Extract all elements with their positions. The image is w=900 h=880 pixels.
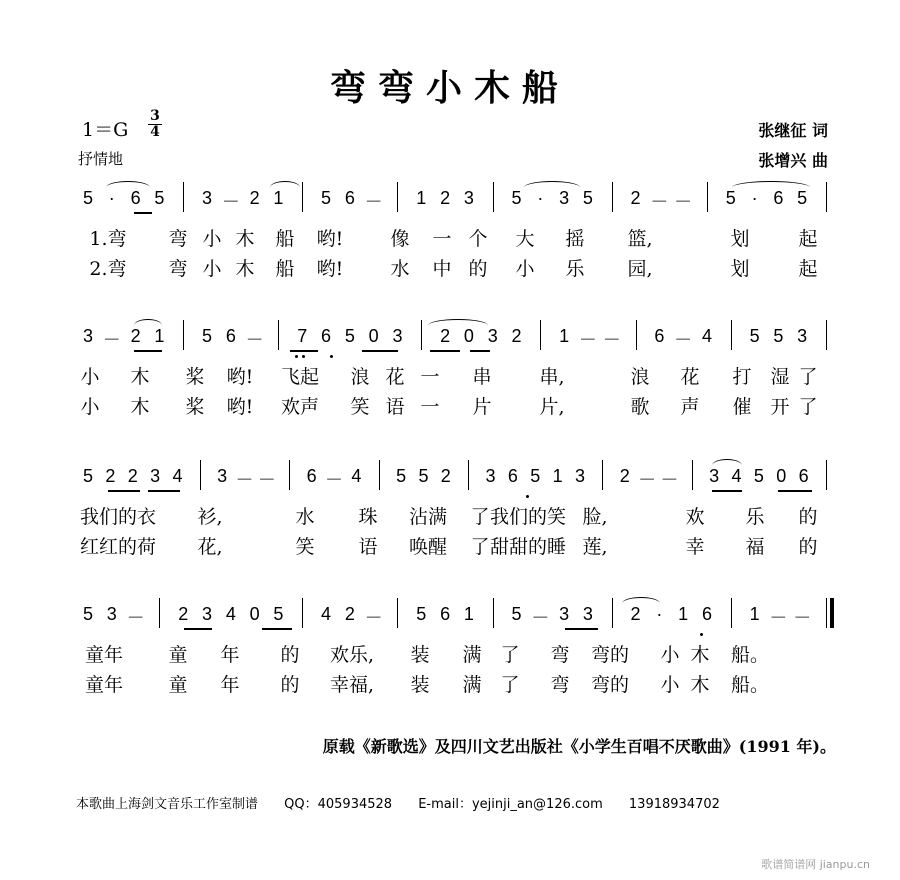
lyric-word: 语 xyxy=(385,396,405,418)
lyric-word: 哟! xyxy=(316,258,344,280)
lyric-word: 中 xyxy=(432,258,452,280)
staff-system xyxy=(0,318,900,422)
beam-underline xyxy=(108,490,140,492)
lyric-word: 了 xyxy=(470,506,490,528)
lyric-word: 莲, xyxy=(582,536,608,558)
note: 2 xyxy=(344,604,355,624)
lyric-word: 船。 xyxy=(730,674,770,696)
note: 2 xyxy=(440,326,451,346)
note: 5 xyxy=(418,466,429,486)
lyric-word: 了 xyxy=(798,396,818,418)
slur xyxy=(712,459,742,472)
note: 2 xyxy=(440,466,451,486)
note: － xyxy=(364,608,383,628)
lyric-word: 满 xyxy=(462,644,482,666)
note: · xyxy=(537,188,544,208)
note: 3 xyxy=(217,466,228,486)
lyric-word: 幸福, xyxy=(329,674,375,696)
lyric-word: 欢乐, xyxy=(329,644,375,666)
lyric-row-verse2 xyxy=(0,532,900,562)
lyric-word: 开 xyxy=(770,396,790,418)
note: 6 xyxy=(130,188,141,208)
barline xyxy=(602,460,603,490)
lyric-word: 唤醒 xyxy=(408,536,448,558)
barline xyxy=(707,182,708,212)
beam-underline xyxy=(430,350,460,352)
lyric-word: 笑 xyxy=(350,396,370,418)
lyric-word: 小 xyxy=(660,644,680,666)
notation-row xyxy=(0,458,900,498)
lyric-word: 装 xyxy=(410,644,430,666)
note: － xyxy=(650,192,669,212)
note: － xyxy=(674,330,693,350)
slur xyxy=(524,181,580,194)
note: 3 xyxy=(797,326,808,346)
beam-underline xyxy=(712,490,742,492)
lyric-row-verse1 xyxy=(0,640,900,670)
lyric-word: 了 xyxy=(500,674,520,696)
note: 2 xyxy=(127,466,138,486)
note: 5 xyxy=(82,604,94,624)
note: 2 xyxy=(511,326,522,346)
barline xyxy=(183,320,184,350)
lyric-word: 福 xyxy=(745,536,765,558)
lyric-word: 一 xyxy=(420,366,440,388)
barline xyxy=(612,182,613,212)
octave-dot xyxy=(526,495,529,498)
lyric-word: 弯 xyxy=(168,228,188,250)
barline xyxy=(397,598,398,628)
note: 6 xyxy=(654,326,665,346)
lyric-word: 弯 xyxy=(168,258,188,280)
lyric-word: 1.弯 xyxy=(89,228,127,250)
note: － xyxy=(638,470,657,490)
note: 5 xyxy=(753,466,764,486)
note: 3 xyxy=(202,604,213,624)
notation-row xyxy=(0,596,900,636)
slur xyxy=(622,597,660,610)
lyric-word: 小 xyxy=(80,396,100,418)
note: 5 xyxy=(511,604,522,624)
lyric-word: 童年 xyxy=(84,644,124,666)
note: － xyxy=(660,470,679,490)
beam-underline xyxy=(184,628,212,630)
lyric-word: 划 xyxy=(730,228,750,250)
note: 2 xyxy=(630,604,641,624)
lyric-word: 木 xyxy=(690,644,710,666)
lyric-word: 水 xyxy=(390,258,410,280)
barline xyxy=(289,460,290,490)
lyric-word: 个 xyxy=(468,228,488,250)
lyric-word: 了 xyxy=(798,366,818,388)
beam-underline xyxy=(470,350,490,352)
watermark: 歌谱简谱网 jianpu.cn xyxy=(761,858,870,871)
barline xyxy=(826,460,827,490)
note: 3 xyxy=(485,466,496,486)
beam-underline xyxy=(290,350,318,352)
footer xyxy=(76,793,742,812)
note: 4 xyxy=(172,466,183,486)
lyric-word: 小 xyxy=(202,258,222,280)
note: 2 xyxy=(178,604,189,624)
lyric-word: 的 xyxy=(280,674,300,696)
note: 5 xyxy=(321,188,332,208)
note: － xyxy=(364,192,383,212)
note: 5 xyxy=(154,188,165,208)
note: － xyxy=(531,608,550,628)
footer-email: E-mail：yejinji_an@126.com xyxy=(418,797,603,812)
beam-underline xyxy=(565,628,598,630)
octave-dot xyxy=(302,355,305,358)
lyric-word: 的 xyxy=(798,506,818,528)
note: 4 xyxy=(225,604,236,624)
note: 6 xyxy=(507,466,518,486)
lyric-word: 童 xyxy=(168,674,188,696)
lyric-row-verse1 xyxy=(0,502,900,532)
lyric-word: 我们的笑 xyxy=(489,506,567,528)
lyric-word: 年 xyxy=(220,644,240,666)
note: 2 xyxy=(130,326,141,346)
lyric-word: 小 xyxy=(80,366,100,388)
lyric-word: 的 xyxy=(468,258,488,280)
barline xyxy=(731,320,732,350)
composer-credit: 张增兴 曲 xyxy=(758,151,828,170)
barline xyxy=(612,598,613,628)
note: 1 xyxy=(416,188,427,208)
note: 6 xyxy=(773,188,784,208)
lyric-word: 大 xyxy=(515,228,535,250)
lyric-word: 年 xyxy=(220,674,240,696)
lyric-word: 声 xyxy=(680,396,700,418)
lyric-word: 幸 xyxy=(685,536,705,558)
slur xyxy=(106,181,150,194)
beam-underline xyxy=(778,490,812,492)
note: 3 xyxy=(559,604,570,624)
lyric-word: 装 xyxy=(410,674,430,696)
staff-system xyxy=(0,180,900,284)
note: 4 xyxy=(351,466,362,486)
notation-row xyxy=(0,180,900,220)
beam-underline xyxy=(134,350,162,352)
lyric-word: 欢 xyxy=(685,506,705,528)
note: － xyxy=(257,470,276,490)
footer-qq: QQ：405934528 xyxy=(284,797,393,812)
note: － xyxy=(602,330,621,350)
note: 2 xyxy=(630,188,641,208)
note: 3 xyxy=(574,466,586,486)
slur xyxy=(428,319,488,332)
note: － xyxy=(126,608,145,628)
note: 3 xyxy=(82,326,94,346)
lyric-word: 木 xyxy=(690,674,710,696)
note: 2 xyxy=(619,466,630,486)
lyric-word: 桨 xyxy=(185,396,205,418)
lyric-word: 木 xyxy=(235,228,255,250)
barline xyxy=(540,320,541,350)
lyric-row-verse1 xyxy=(0,224,900,254)
note: 0 xyxy=(463,326,474,346)
lyric-word: 语 xyxy=(358,536,378,558)
song-title: 弯弯小木船 xyxy=(329,67,570,109)
lyric-word: 木 xyxy=(130,366,150,388)
barline xyxy=(826,598,830,628)
lyric-word: 水 xyxy=(295,506,315,528)
barline xyxy=(692,460,693,490)
note: 5 xyxy=(416,604,427,624)
note: 5 xyxy=(396,466,407,486)
note: 3 xyxy=(709,466,720,486)
note: 4 xyxy=(701,326,712,346)
lyric-word: 片 xyxy=(472,396,492,418)
lyric-row-verse2 xyxy=(0,670,900,700)
lyric-word: 满 xyxy=(462,674,482,696)
slur xyxy=(270,181,300,194)
note: 6 xyxy=(344,188,355,208)
lyric-word: 小 xyxy=(660,674,680,696)
beam-underline xyxy=(362,350,398,352)
barline xyxy=(159,598,160,628)
barline xyxy=(826,320,827,350)
note: － xyxy=(769,608,788,628)
barline xyxy=(421,320,422,350)
barline xyxy=(379,460,380,490)
lyric-word: 童年 xyxy=(84,674,124,696)
note: 4 xyxy=(731,466,742,486)
note: － xyxy=(674,192,693,212)
footer-producer: 本歌曲上海剑文音乐工作室制谱 xyxy=(76,797,259,812)
octave-dot xyxy=(330,355,333,358)
lyric-word: 划 xyxy=(730,258,750,280)
note: 6 xyxy=(440,604,451,624)
lyric-word: 的 xyxy=(798,536,818,558)
lyric-word: 篮, xyxy=(627,228,653,250)
lyric-word: 衫, xyxy=(197,506,223,528)
note: 5 xyxy=(82,466,94,486)
note: － xyxy=(793,608,812,628)
footer-phone: 13918934702 xyxy=(628,797,720,812)
note: 0 xyxy=(249,604,260,624)
lyric-word: 船 xyxy=(275,258,295,280)
note: 3 xyxy=(559,188,570,208)
notation-row xyxy=(0,318,900,358)
lyric-word: 船。 xyxy=(730,644,770,666)
note: 5 xyxy=(582,188,593,208)
time-signature-bottom: 4 xyxy=(150,124,160,140)
note: 6 xyxy=(701,604,712,624)
barline xyxy=(200,460,201,490)
note: 5 xyxy=(725,188,736,208)
note: 0 xyxy=(776,466,787,486)
note: 5 xyxy=(530,466,541,486)
lyric-word: 我们的衣 xyxy=(79,506,157,528)
slur xyxy=(134,319,162,332)
lyric-word: 串 xyxy=(472,366,492,388)
source-note: 原载《新歌选》及四川文艺出版社《小学生百唱不厌歌曲》(1991 年)。 xyxy=(322,737,836,756)
lyric-word: 船 xyxy=(275,228,295,250)
lyric-word: 打 xyxy=(732,366,752,388)
lyric-word: 珠 xyxy=(358,506,378,528)
lyricist-credit: 张继征 词 xyxy=(758,121,828,140)
lyric-word: 浪 xyxy=(630,366,650,388)
lyric-word: 沾满 xyxy=(408,506,448,528)
note: 5 xyxy=(773,326,784,346)
lyric-word: 起 xyxy=(798,228,818,250)
key-signature: 1＝G xyxy=(82,119,129,141)
barline xyxy=(731,598,732,628)
lyric-word: 乐 xyxy=(565,258,585,280)
lyric-word: 弯 xyxy=(550,674,570,696)
staff-system xyxy=(0,596,900,700)
lyric-row-verse2 xyxy=(0,392,900,422)
note: 3 xyxy=(106,604,117,624)
note: 6 xyxy=(798,466,809,486)
slur xyxy=(732,181,810,194)
lyric-word: 笑 xyxy=(295,536,315,558)
barline xyxy=(183,182,184,212)
barline xyxy=(493,182,494,212)
lyric-word: 红红的荷 xyxy=(79,536,157,558)
octave-dot xyxy=(295,355,298,358)
lyric-word: 脸, xyxy=(582,506,608,528)
note: 5 xyxy=(797,188,808,208)
note: － xyxy=(221,192,240,212)
lyric-word: 花 xyxy=(385,366,405,388)
note: 1 xyxy=(463,604,474,624)
lyric-word: 乐 xyxy=(745,506,765,528)
lyric-word: 像 xyxy=(390,228,410,250)
barline xyxy=(302,182,303,212)
note: 1 xyxy=(273,188,284,208)
lyric-word: 弯 xyxy=(550,644,570,666)
lyric-word: 园, xyxy=(627,258,653,280)
beam-underline xyxy=(262,628,292,630)
note: 6 xyxy=(306,466,317,486)
lyric-word: 摇 xyxy=(565,228,585,250)
lyric-word: 一 xyxy=(432,228,452,250)
tempo-marking: 抒情地 xyxy=(78,150,124,168)
lyric-word: 催 xyxy=(732,396,752,418)
lyric-word: 桨 xyxy=(185,366,205,388)
note: 5 xyxy=(344,326,355,346)
note: 1 xyxy=(552,466,563,486)
octave-dot xyxy=(700,633,703,636)
note: 1 xyxy=(154,326,165,346)
beam-underline xyxy=(148,490,180,492)
lyric-word: 片, xyxy=(539,396,565,418)
lyric-word: 2.弯 xyxy=(89,258,127,280)
barline xyxy=(302,598,303,628)
note: 3 xyxy=(487,326,498,346)
lyric-word: 哟! xyxy=(226,366,254,388)
lyric-word: 飞起 xyxy=(280,366,320,388)
lyric-word: 歌 xyxy=(630,396,650,418)
note: 2 xyxy=(249,188,260,208)
note: 0 xyxy=(368,326,379,346)
note: － xyxy=(235,470,254,490)
note: 3 xyxy=(392,326,403,346)
lyric-word: 串, xyxy=(539,366,565,388)
lyric-word: 了 xyxy=(470,536,490,558)
note: 1 xyxy=(678,604,689,624)
note: 6 xyxy=(225,326,236,346)
barline xyxy=(468,460,469,490)
note: 5 xyxy=(202,326,213,346)
note: 2 xyxy=(440,188,451,208)
time-signature-top: 3 xyxy=(150,108,160,124)
lyric-row-verse2 xyxy=(0,254,900,284)
barline xyxy=(397,182,398,212)
lyric-word: 小 xyxy=(515,258,535,280)
note: － xyxy=(325,470,343,490)
lyric-word: 小 xyxy=(202,228,222,250)
barline xyxy=(636,320,637,350)
lyric-word: 花, xyxy=(197,536,223,558)
lyric-word: 哟! xyxy=(226,396,254,418)
lyric-word: 起 xyxy=(798,258,818,280)
note: 7 xyxy=(297,326,308,346)
note: · xyxy=(108,188,115,208)
lyric-word: 童 xyxy=(168,644,188,666)
lyric-word: 木 xyxy=(130,396,150,418)
note: 5 xyxy=(749,326,760,346)
beam-underline xyxy=(134,212,152,214)
note: 3 xyxy=(463,188,474,208)
lyric-word: 浪 xyxy=(350,366,370,388)
barline xyxy=(278,320,279,350)
lyric-word: 一 xyxy=(420,396,440,418)
lyric-word: 弯的 xyxy=(590,644,630,666)
lyric-word: 哟! xyxy=(316,228,344,250)
lyric-word: 了 xyxy=(500,644,520,666)
time-signature xyxy=(148,110,162,139)
note: 1 xyxy=(749,604,760,624)
lyric-word: 湿 xyxy=(770,366,790,388)
note: － xyxy=(578,330,597,350)
barline xyxy=(826,182,827,212)
lyric-word: 花 xyxy=(680,366,700,388)
barline xyxy=(493,598,494,628)
note: － xyxy=(102,330,121,350)
note: 3 xyxy=(202,188,213,208)
note: 4 xyxy=(321,604,332,624)
note: 1 xyxy=(559,326,570,346)
note: 5 xyxy=(273,604,284,624)
note: · xyxy=(656,604,663,624)
staff-system xyxy=(0,458,900,562)
lyric-word: 弯的 xyxy=(590,674,630,696)
note: 6 xyxy=(321,326,332,346)
lyric-word: 的 xyxy=(280,644,300,666)
note: · xyxy=(751,188,758,208)
lyric-row-verse1 xyxy=(0,362,900,392)
lyric-word: 木 xyxy=(235,258,255,280)
note: 3 xyxy=(150,466,161,486)
note: 2 xyxy=(105,466,116,486)
note: 3 xyxy=(582,604,593,624)
note: 5 xyxy=(82,188,94,208)
lyric-word: 欢声 xyxy=(280,396,320,418)
note: 5 xyxy=(511,188,522,208)
note: － xyxy=(245,330,264,350)
lyric-word: 甜甜的睡 xyxy=(489,536,567,558)
